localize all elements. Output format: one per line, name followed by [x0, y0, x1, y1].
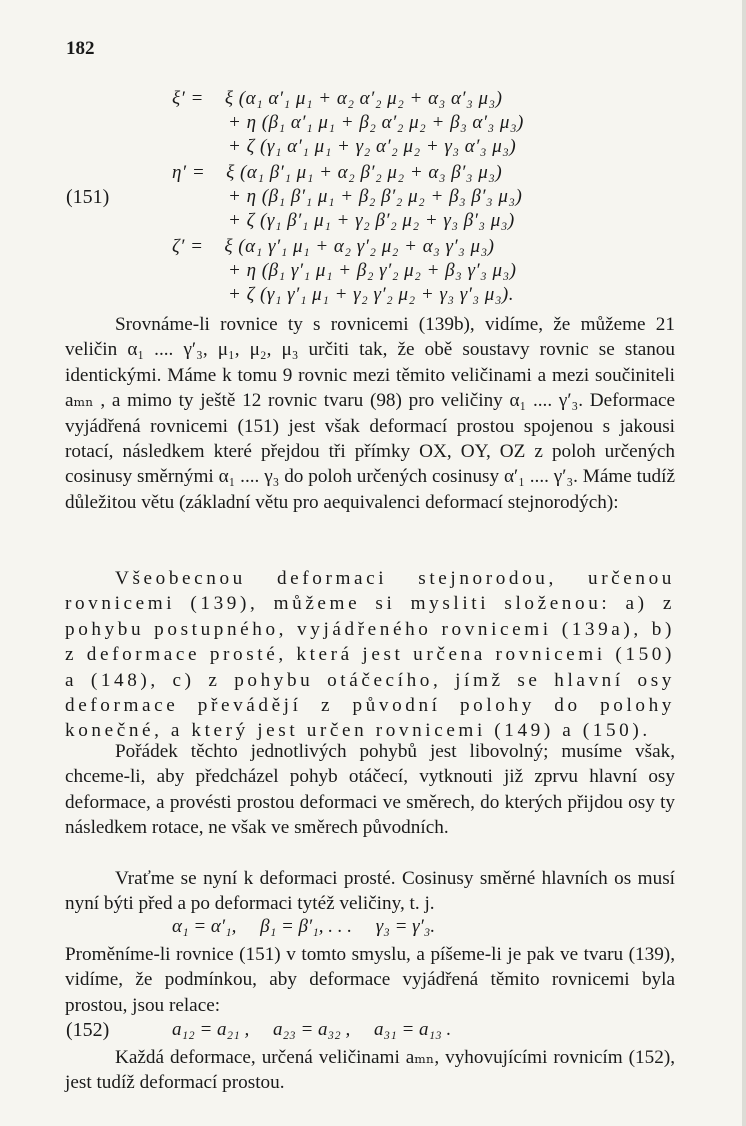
paragraph: [65, 312, 675, 515]
equation-151-line: + ζ (γ₁ γ′₁ μ₁ + γ₂ γ′₂ μ₂ + γ₃ γ′₃ μ₃).: [228, 284, 515, 305]
equation-151-line: + ζ (γ₁ α′₁ μ₁ + γ₂ α′₂ μ₂ + γ₃ α′₃ μ₃): [228, 136, 517, 157]
equation-151-line: η′ = ξ (α₁ β′₁ μ₁ + α₂ β′₂ μ₂ + α₃ β′₃ μ₃): [172, 162, 503, 183]
paragraph-text: Vraťme se nyní k deformaci prosté. Cosinusy směrné hlavních os musí nyní býti před a po deformaci tytéž veličiny, t. j.: [65, 868, 675, 915]
equation-151-line: + η (β₁ α′₁ μ₁ + β₂ α′₂ μ₂ + β₃ α′₃ μ₃): [228, 112, 524, 133]
paragraph: [65, 739, 675, 841]
paragraph-text: Pořádek těchto jednotlivých pohybů jest libovolný; musíme však, chceme-li, aby předcházel pohyb otáčecí, vytknouti již zprvu hlavní osy deformace, a provésti prostou deformaci ve směrech, do kterých přijdou osy ty následkem rotace, ne však ve směrech původních.: [65, 741, 675, 839]
theorem-paragraph: [65, 566, 675, 744]
equation-cosines: α₁ = α′₁, β₁ = β′₁, . . . γ₃ = γ′₃.: [172, 916, 436, 937]
equation-151-line: + η (β₁ β′₁ μ₁ + β₂ β′₂ μ₂ + β₃ β′₃ μ₃): [228, 186, 523, 207]
paragraph-text: Proměníme-li rovnice (151) v tomto smyslu, a píšeme-li je pak ve tvaru (139), vidíme, že podmínkou, aby deformace vyjádřená těmito rovnicemi byla prostou, jsou relace:: [65, 944, 675, 1016]
paragraph: [65, 942, 675, 1018]
paragraph: [65, 1045, 675, 1096]
equation-152-label: (152): [66, 1019, 110, 1041]
equation-151-line: + η (β₁ γ′₁ μ₁ + β₂ γ′₂ μ₂ + β₃ γ′₃ μ₃): [228, 260, 517, 281]
paragraph-text: Srovnáme-li rovnice ty s rovnicemi (139b), vidíme, že můžeme 21 veličin α₁ .... γ′₃, μ₁, μ₂, μ₃ určiti tak, že obě soustavy rovnic se stanou identickými. Máme k tomu 9 rovnic mezi těmito veličinami a mezi součiniteli aₘₙ , a mimo ty ještě 12 rovnic tvaru (98) pro veličiny α₁ .... γ′₃. Deformace vyjádřená rovnicemi (151) jest však deformací prostou spojenou s jakousi rotací, následkem které přejdou tři přímky OX, OY, OZ z poloh určených cosinusy směrnými α₁ .... γ₃ do poloh určených cosinusy α′₁ .... γ′₃. Máme tudíž důležitou větu (základní větu pro aequivalenci deformací stejnorodých):: [65, 314, 675, 513]
page-number: 182: [66, 38, 95, 59]
equation-151-line: ξ′ = ξ (α₁ α′₁ μ₁ + α₂ α′₂ μ₂ + α₃ α′₃ μ₃): [172, 88, 503, 109]
paragraph: [65, 866, 675, 917]
paragraph-text: Všeobecnou deformaci stejnorodou, určenou rovnicemi (139), můžeme si mysliti složenou: a) z pohybu postupného, vyjádřeného rovnicemi (139a), b) z deformace prosté, která jest určena rovnicemi (150) a (148), c) z pohybu otáčecího, jímž se hlavní osy deformace převádějí z původní polohy do polohy konečné, a který jest určen rovnicemi (149) a (150).: [65, 568, 675, 742]
equation-152: a₁₂ = a₂₁ , a₂₃ = a₃₂ , a₃₁ = a₁₃ .: [172, 1019, 452, 1040]
equation-151-line: + ζ (γ₁ β′₁ μ₁ + γ₂ β′₂ μ₂ + γ₃ β′₃ μ₃): [228, 210, 515, 231]
page-edge: [742, 0, 746, 1126]
equation-151-label: (151): [66, 186, 110, 208]
equation-151-line: ζ′ = ξ (α₁ γ′₁ μ₁ + α₂ γ′₂ μ₂ + α₃ γ′₃ μ₃): [172, 236, 495, 257]
paragraph-text: Každá deformace, určená veličinami aₘₙ, vyhovujícími rovnicím (152), jest tudíž deformací prostou.: [65, 1047, 675, 1094]
